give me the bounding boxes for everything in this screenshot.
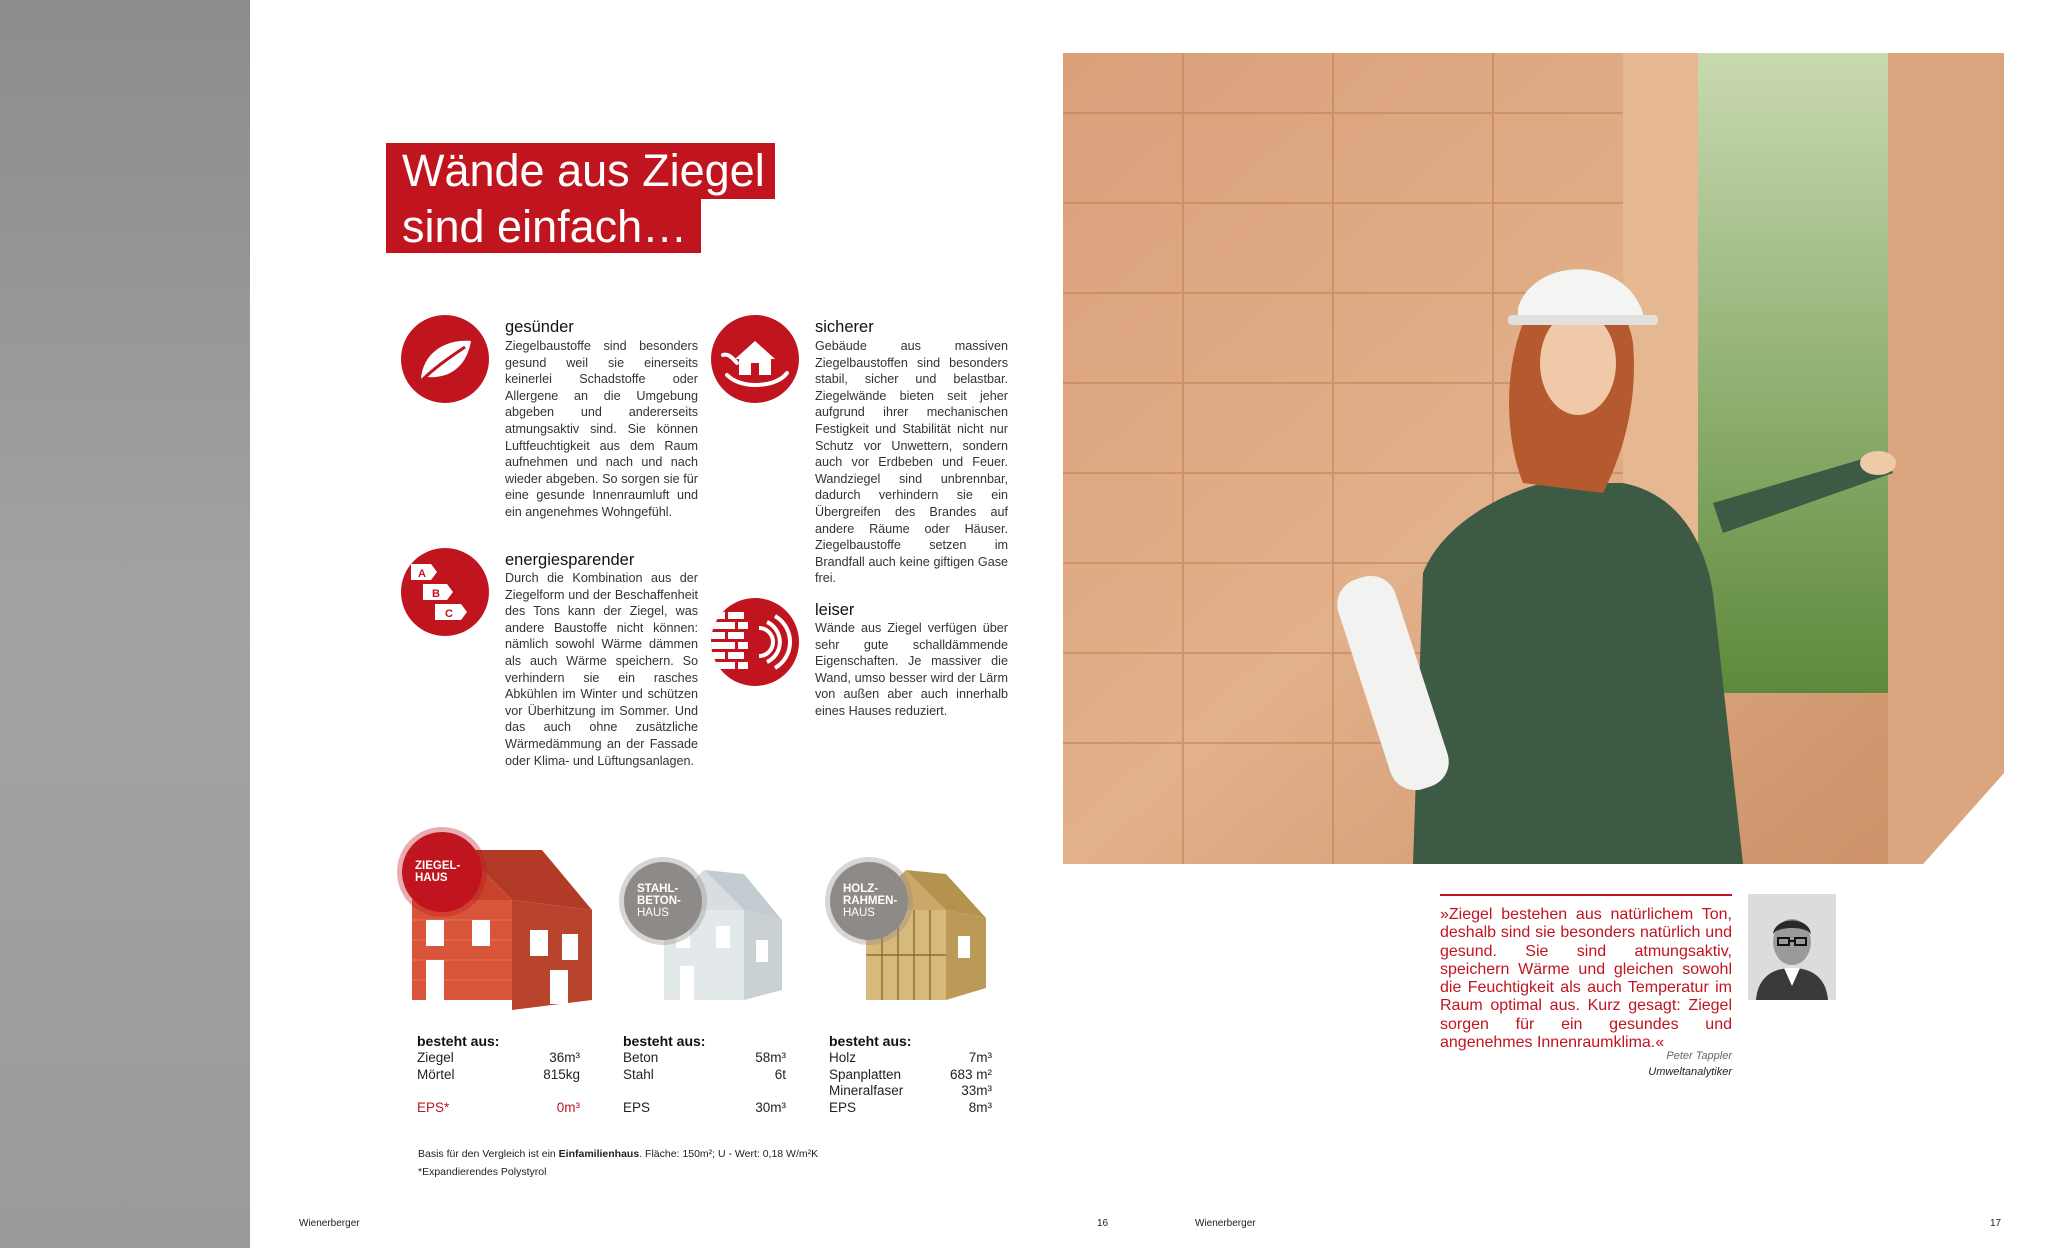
feature-body: Gebäude aus massiven Ziegelbaustoffen sind besonders stabil, sicher und belastbar. Ziegelwände bieten seit jeher aufgrund ihrer mechanischen Festigkeit und Stabilität nicht nur Schutz vor Unwettern, sondern auch vor Erdbeben und Feuer. Wandziegel sind unbrennbar, dadurch verhindern sie ein Übergreifen des Brandes auf andere Räume oder Häuser. Ziegelbaustoffe setzen im Brandfall auch keine giftigen Gase frei. (815, 339, 1008, 586)
basis-prefix: Basis für den Vergleich ist ein (418, 1148, 559, 1160)
feature-body: Durch die Kombination aus der Ziegelform und der Beschaffenheit des Tons kann der Ziegel, was andere Baustoffe nicht können: nämlich sowohl Wärme dämmen als auch Wärme speichern. So verhindern sie ein rasches Abkühlen im Winter und schützen vor Überhitzung im Sommer. Und das auch ohne zusätzliche Wärmedämmung an der Fassade oder Klima- und Lüftungsanlagen. (505, 571, 698, 768)
materials-heading: besteht aus: (417, 1033, 500, 1049)
material-row (829, 1100, 992, 1115)
material-label: EPS* (417, 1100, 450, 1115)
badge-text-1: STAHL- (637, 883, 679, 895)
material-value: 7m³ (968, 1050, 992, 1065)
author-portrait (1748, 894, 1836, 1000)
basis-bold: Einfamilienhaus (558, 1148, 640, 1160)
feature-title: sicherer (815, 318, 874, 336)
photo-woman-construction-site (1063, 53, 2004, 864)
badge-ziegelhaus (402, 832, 482, 912)
svg-text:B: B (432, 588, 440, 600)
material-row-eps (417, 1100, 580, 1115)
quote-text: »Ziegel bestehen aus natürlichem Ton, deshalb sind sie besonders natürlich und gesund. Sie sind atmungsaktiv, speichern Wärme und gleichen sowohl die Feuchtigkeit als auch Temperatur im Raum optimal aus. Kurz gesagt: Ziegel sorgen für ein gesundes und angenehmes Innenraumklima.« (1440, 906, 1732, 1052)
materials-ziegelhaus (417, 1033, 580, 1113)
feature-title: leiser (815, 601, 855, 619)
headline-line-2: sind einfach… (386, 199, 701, 253)
material-label: Mineralfaser (829, 1083, 904, 1098)
badge-text-3: HAUS (637, 907, 669, 919)
headline-line-1: Wände aus Ziegel (386, 143, 775, 199)
badge-text-2: RAHMEN- (843, 895, 898, 907)
badge-text-1: ZIEGEL- (415, 860, 461, 872)
material-label: Spanplatten (829, 1067, 902, 1082)
badge-holzrahmenhaus (830, 862, 908, 940)
svg-text:A: A (418, 568, 426, 580)
feature-body: Ziegelbaustoffe sind besonders gesund weil sie einerseits keinerlei Schadstoffe oder Allergene an die Umgebung abgeben und andererseits atmungsaktiv sind. Sie können Luftfeuchtigkeit aus dem Raum aufnehmen und nach und nach wieder abgeben. So sorgen sie für eine gesunde Innenraumluft und ein angenehmes Wohngefühl. (505, 339, 698, 519)
material-value: 36m³ (549, 1050, 580, 1065)
material-value: 0m³ (556, 1100, 580, 1115)
material-row (417, 1067, 580, 1082)
feature-body: Wände aus Ziegel verfügen über sehr gute schalldämmende Eigenschaften. Je massiver die Wand, umso besser wird der Lärm von außen aber auch innerhalb eines Hauses reduziert. (815, 621, 1008, 718)
feature-leiser (711, 598, 1011, 728)
material-value: 815kg (543, 1067, 580, 1082)
badge-text-2: HAUS (415, 872, 448, 884)
material-label: EPS (829, 1100, 857, 1115)
material-row (829, 1083, 992, 1098)
footer-brand-right: Wienerberger (1195, 1218, 1256, 1229)
house-in-hands-icon (711, 315, 799, 403)
brick-wall-sound-icon (711, 598, 799, 686)
material-row (623, 1100, 786, 1115)
footnote: *Expandierendes Polystyrol (418, 1166, 547, 1178)
material-value: 33m³ (961, 1083, 992, 1098)
viewer-margin (0, 0, 250, 1248)
feature-energiesparender (401, 548, 701, 788)
material-row (829, 1050, 992, 1065)
quote-role: Umweltanalytiker (1648, 1066, 1732, 1078)
material-label: Ziegel (417, 1050, 454, 1065)
material-value: 8m³ (968, 1100, 992, 1115)
material-label: EPS (623, 1100, 651, 1115)
basis-suffix: . Fläche: 150m²; U - Wert: 0,18 W/m²K (639, 1148, 819, 1160)
headline (386, 143, 775, 253)
basis-note (418, 1148, 818, 1160)
footer-page-right: 17 (1990, 1218, 2002, 1229)
material-value: 683 m² (949, 1067, 992, 1082)
feature-sicherer (711, 315, 1011, 586)
badge-text-1: HOLZ- (843, 883, 879, 895)
material-row (829, 1067, 992, 1082)
energy-rating-icon (401, 548, 489, 636)
material-value: 6t (774, 1067, 786, 1082)
material-label: Stahl (623, 1067, 654, 1082)
footer-page-left: 16 (1097, 1218, 1109, 1229)
material-row (623, 1067, 786, 1082)
feature-title: energiesparender (505, 551, 635, 569)
badge-text-3: HAUS (843, 907, 875, 919)
badge-stahlbetonhaus (624, 862, 702, 940)
quote-rule (1440, 894, 1732, 896)
materials-holzrahmenhaus (829, 1033, 992, 1113)
quote-author: Peter Tappler (1666, 1050, 1732, 1062)
badge-text-2: BETON- (637, 895, 681, 907)
material-label: Mörtel (417, 1067, 455, 1082)
svg-text:C: C (445, 608, 453, 620)
materials-heading: besteht aus: (829, 1033, 912, 1049)
footer-brand-left: Wienerberger (299, 1218, 360, 1229)
feature-title: gesünder (505, 318, 574, 336)
feature-gesuender (401, 315, 701, 525)
materials-stahlbetonhaus (623, 1033, 786, 1113)
material-row (417, 1050, 580, 1065)
material-value: 30m³ (755, 1100, 786, 1115)
material-label: Beton (623, 1050, 659, 1065)
materials-heading: besteht aus: (623, 1033, 706, 1049)
material-label: Holz (829, 1050, 857, 1065)
leaf-icon (401, 315, 489, 403)
material-value: 58m³ (755, 1050, 786, 1065)
material-row (623, 1050, 786, 1065)
